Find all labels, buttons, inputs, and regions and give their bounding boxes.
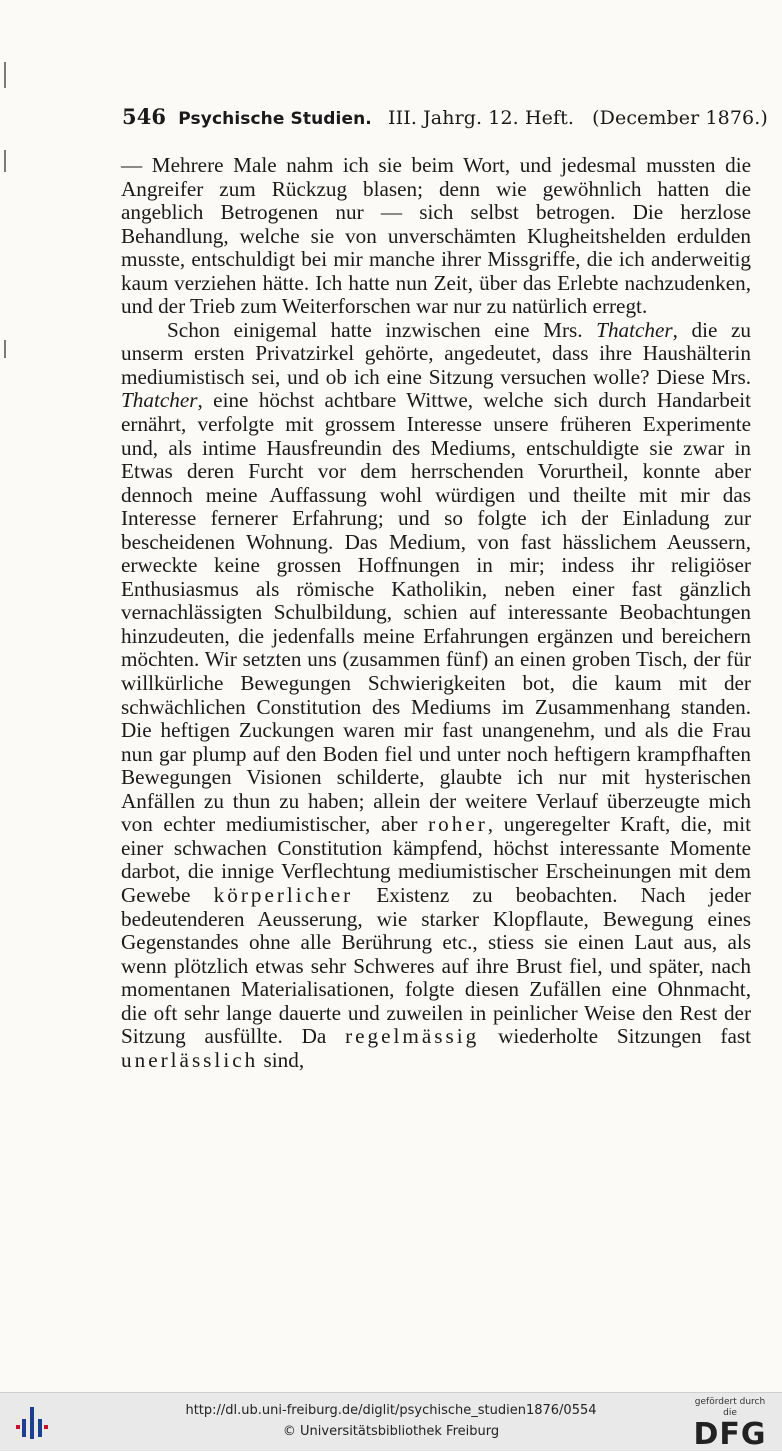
text-run: , eine höchst achtbare Wittwe, welche sich durch Handarbeit ernährt, verfolgte mit grossem Interesse unsere früheren Experimente und, als intime Hausfreundin des Mediums, entschuldigte sie zwar in Etwas deren Furcht vor dem herrschenden Vorurtheil, konnte aber dennoch meine Auffassung wohl würdigen und theilte mit mir das Interesse fernerer Erfahrung; und so folgte ich der Einladung zur bescheidenen Wohnung. Das Medium, von fast hässlichem Aeussern, erweckte keine grossen Hoffnungen in mir; indess ihr religiöser Enthusiasmus als römische Katholikin, neben einer fast gänzlich vernachlässigten Schulbildung, schien auf interessante Beobachtungen hinzudeuten, die jedenfalls meine Erfahrungen ergänzen und bereichern möchten. Wir setzten uns (zusammen fünf) an einen groben Tisch, der für willkürliche Bewegungen Schwierigkeiten bot, die kaum mit der schwächlichen Constitution des Mediums im Zusammenhang standen. Die heftigen Zuckungen waren mir fast unangenehm, und als die Frau nun gar plump auf den Boden fiel und unter noch heftigern krampfhaften Bewegungen Visionen schilderte, glaubte ich nur mit hysterischen Anfällen zu thun zu haben; allein der weitere Verlauf überzeugte mich von echter mediumistischer, aber (121, 388, 751, 837)
text-run: wiederholte Sitzungen fast (479, 1024, 751, 1049)
dfg-funding-note: gefördert durch die (694, 1397, 766, 1418)
issue-info: III. Jahrg. 12. Heft. (388, 107, 574, 129)
dfg-logo (688, 1397, 772, 1451)
copyright-notice: © Universitätsbibliothek Freiburg (282, 1424, 500, 1439)
text-run: , ungeregelter Kraft, die, mit einer schwachen Constitution kämpfend, höchst interessante Momente darbot, die innige Verflechtung mediumistischer Erscheinungen mit dem Gewebe (121, 812, 752, 907)
emphasis-roher: roher (428, 812, 488, 837)
permalink-url[interactable]: http://dl.ub.uni-freiburg.de/diglit/psychische_studien1876/0554 (185, 1403, 597, 1418)
article-body (121, 154, 751, 1072)
name-thatcher: Thatcher (596, 317, 673, 342)
running-header (122, 104, 768, 129)
paragraph-2 (121, 319, 751, 1073)
dfg-wordmark: DFG (693, 1417, 767, 1452)
paragraph-1: — Mehrere Male nahm ich sie beim Wort, und jedesmal mussten die Angreifer zum Rückzug blasen; denn wie gewöhnlich hatten die angeblich Betrogenen nur — sich selbst betrogen. Die herzlose Behandlung, welche sie von unverschämten Klugheitshelden erdulden musste, entschuldigt bei mir manche ihrer Missgriffe, die ich anderweitig kaum verziehen hätte. Ich hatte nun Zeit, über das Erlebte nachzudenken, und der Trieb zum Weiterforschen war nur zu natürlich erregt. (121, 153, 751, 319)
text-run: sind, (258, 1047, 305, 1072)
text-run: Existenz zu beobachten. Nach jeder bedeutenderen Aeusserung, wie starker Klopflaute, Bewegung eines Gegenstandes ohne alle Berührung etc., stiess sie einen Laut aus, als wenn plötzlich etwas sehr Schweres auf ihre Brust fiel, und später, nach momentanen Materialisationen, folgte diesen Zufällen eine Ohnmacht, die oft sehr lange dauerte und zuweilen in peinlicher Weise den Rest der Sitzung ausfüllte. Da (121, 882, 751, 1049)
emphasis-unerlaesslich: unerlässlich (121, 1047, 259, 1072)
emphasis-regelmaessig: regelmässig (345, 1024, 480, 1049)
journal-title: Psychische Studien. (178, 109, 372, 129)
issue-date: (December 1876.) (592, 107, 768, 129)
page-number: 546 (122, 104, 167, 129)
viewer-footer (0, 1392, 782, 1451)
name-thatcher-2: Thatcher (121, 388, 198, 413)
text-run: , die zu unserm ersten Privatzirkel gehörte, angedeutet, dass ihre Haushälterin mediumistisch sei, und ob ich eine Sitzung versuchen wolle? Diese Mrs. (121, 317, 751, 389)
page-edge-marks (0, 0, 20, 420)
text-run: Schon einigemal hatte inzwischen eine Mrs. (167, 317, 597, 342)
emphasis-koerperlicher: körperlicher (213, 882, 354, 907)
